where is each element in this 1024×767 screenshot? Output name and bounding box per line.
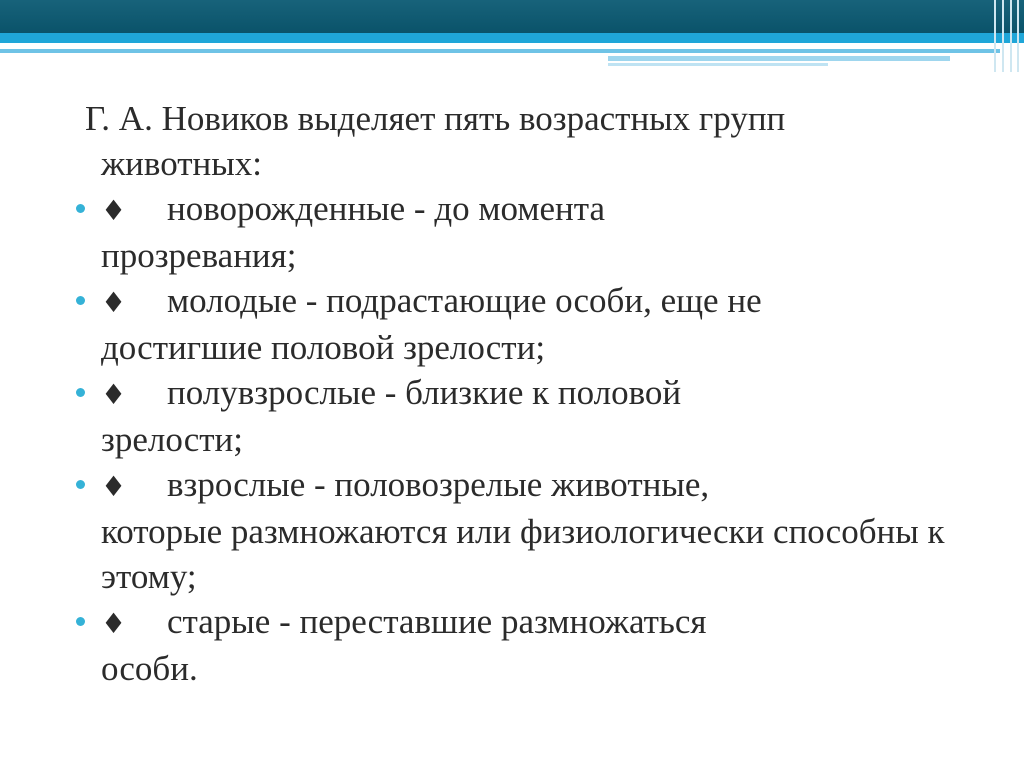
header-vertical-line-2 bbox=[1002, 0, 1004, 72]
slide-content bbox=[72, 96, 972, 691]
bullet-dot-icon bbox=[76, 617, 85, 626]
intro-line-2: животных: bbox=[101, 144, 263, 183]
diamond-icon: ♦ bbox=[101, 194, 127, 227]
header-stripe-3 bbox=[608, 63, 828, 66]
diamond-icon: ♦ bbox=[101, 378, 127, 411]
item-text: старые - переставшие размножаться bbox=[167, 602, 707, 641]
bullet-dot-icon bbox=[76, 204, 85, 213]
list-item bbox=[72, 462, 972, 599]
age-group-list bbox=[72, 186, 972, 691]
item-text: молодые - подрастающие особи, еще не bbox=[167, 281, 762, 320]
intro-paragraph bbox=[85, 96, 972, 186]
item-text-continued: достигшие половой зрелости; bbox=[101, 328, 546, 367]
bullet-dot-icon bbox=[76, 480, 85, 489]
header-bar-bright bbox=[0, 33, 1024, 43]
item-text-continued: прозревания; bbox=[101, 236, 297, 275]
header-stripe-2 bbox=[608, 56, 950, 61]
diamond-icon: ♦ bbox=[101, 286, 127, 319]
item-text: новорожденные - до момента bbox=[167, 189, 606, 228]
item-text-continued: которые размножаются или физиологически способны к этому; bbox=[101, 512, 945, 596]
header-vertical-line-3 bbox=[1010, 0, 1012, 72]
item-text: взрослые - половозрелые животные, bbox=[167, 465, 710, 504]
header-stripe-1 bbox=[0, 49, 1000, 53]
bullet-dot-icon bbox=[76, 296, 85, 305]
bullet-dot-icon bbox=[76, 388, 85, 397]
diamond-icon: ♦ bbox=[101, 470, 127, 503]
item-text-continued: особи. bbox=[101, 649, 198, 688]
list-item bbox=[72, 599, 972, 691]
list-item bbox=[72, 278, 972, 370]
item-text: полувзрослые - близкие к половой bbox=[167, 373, 682, 412]
item-text-continued: зрелости; bbox=[101, 420, 243, 459]
header-bar-shade bbox=[0, 0, 1024, 33]
list-item bbox=[72, 186, 972, 278]
diamond-icon: ♦ bbox=[101, 607, 127, 640]
intro-line-1: Г. А. Новиков выделяет пять возрастных групп bbox=[85, 99, 786, 138]
header-vertical-line-1 bbox=[994, 0, 996, 72]
list-item bbox=[72, 370, 972, 462]
header-vertical-line-4 bbox=[1017, 0, 1019, 72]
